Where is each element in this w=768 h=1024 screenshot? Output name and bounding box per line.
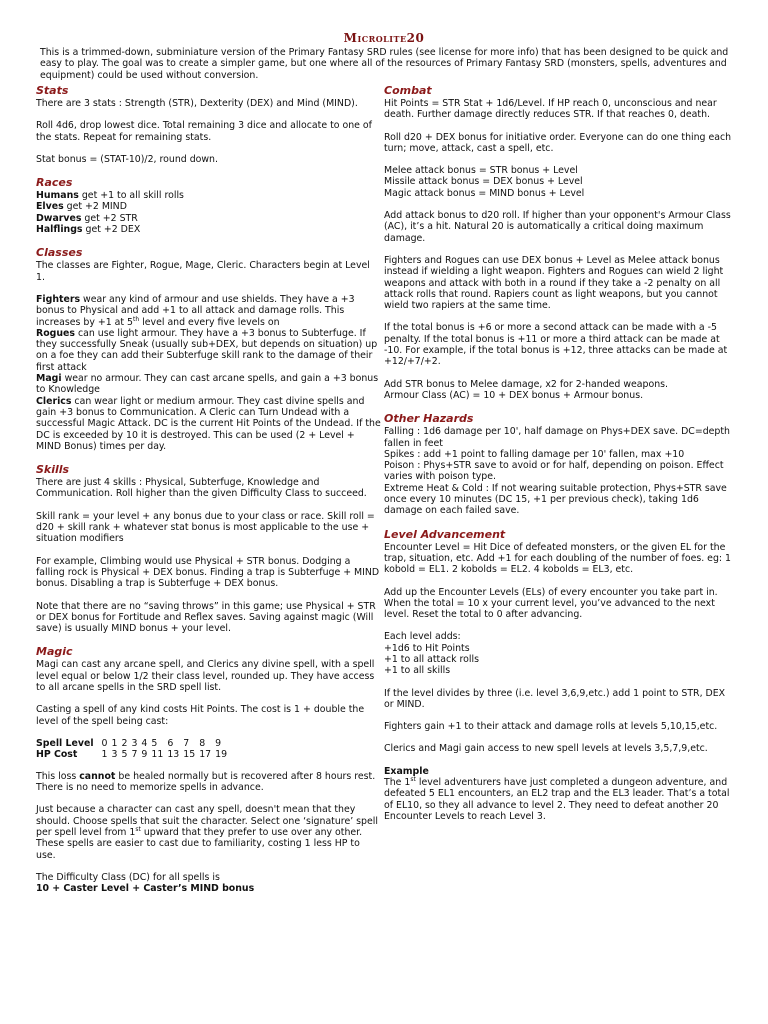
classes-p1: The classes are Fighter, Rogue, Mage, Cleric. Characters begin at Level 1. [36,260,370,283]
advancement-p3: If the level divides by three (i.e. level 3,6,9,etc.) add 1 point to STR, DEX or MIND. [384,687,726,710]
example-paragraph [384,777,736,822]
class-text: level and every five levels on [139,316,280,328]
text-run: The 1 [384,777,411,789]
hazard-poison: Poison : Phys+STR save to avoid or for half, depending on poison. Effect varies with poison type. [384,460,724,483]
race-text: get +2 MIND [63,201,127,213]
magic-p3 [36,771,381,794]
hazard-spikes: Spikes : add +1 point to falling damage per 10' fallen, max +10 [384,448,685,460]
race-name: Elves [36,201,64,213]
spell-level-row [36,738,231,749]
stats-p3: Stat bonus = (STAT-10)/2, round down. [36,153,218,165]
magic-dc-formula [36,883,381,894]
combat-heading: Combat [384,84,432,97]
advancement-adds-intro: Each level adds: [384,631,461,643]
text-run: level adventurers have just completed a dungeon adventure, and defeated 5 EL1 encounters, an EL2 trap and the EL3 leader. That’s a total of EL10, so they all advance to level 2. They need to defeat another 20 Encounter Levels to reach Level 3. [384,777,730,822]
class-text: wear no armour. They can cast arcane spells, and gain a +3 bonus to Knowledge [36,373,379,396]
skills-p3: For example, Climbing would use Physical + STR bonus. Dodging a falling rock is Physical + DEX bonus. Finding a trap is Subterfuge + MIND bonus. Disabling a trap is Subterfuge + DEX bonus. [36,555,380,590]
text-run: This loss [36,770,80,782]
text-run: Just because a character can cast any spell, doesn't mean that they should. Choose spells that suit the character. Select one ‘signature’ spell per spell level from 1 [36,804,378,839]
magic-p5: The Difficulty Class (DC) for all spells is [36,871,220,883]
table-cell: 6 [167,737,174,749]
table-cell: 7 [131,748,138,760]
text-run: be healed normally but is recovered after 8 hours rest. There is no need to memorize spells in advance. [36,770,376,794]
hazards-heading: Other Hazards [384,412,474,426]
combat-damage-line: Add STR bonus to Melee damage, x2 for 2-handed weapons. [384,378,669,390]
list-item: +1 to all attack rolls [384,653,480,665]
table-cell: 15 [183,748,196,760]
table-cell: 3 [111,748,118,760]
class-text: can wear light or medium armour. They cast divine spells and gain +3 bonus to Communication. A Cleric can Turn Undead with a successful Magic Attack. DC is the current Hit Points of the Undead. If the DC is exceeded by 10 it is destroyed. This can be used (2 + Level + MIND Bonus) times per day. [36,395,381,452]
table-cell: 1 [111,737,118,749]
class-name: Rogues [36,327,75,339]
advancement-p5: Clerics and Magi gain access to new spell levels at levels 3,5,7,9,etc. [384,743,708,755]
magic-p4 [36,804,381,860]
race-text: get +2 STR [81,212,138,224]
document-title: Microlite20 [343,31,425,45]
advancement-p2: Add up the Encounter Levels (ELs) of every encounter you take part in. When the total = 10 x your current level, you’ve advanced to the next level. Reset the total to 0 after advancing. [384,586,718,621]
table-cell: 5 [121,748,128,760]
table-cell: 9 [215,737,222,749]
table-cell: 8 [199,737,206,749]
class-rogues [36,328,381,373]
right-column [384,84,736,822]
skills-p1: There are just 4 skills : Physical, Subterfuge, Knowledge and Communication. Roll higher than the given Difficulty Class to succeed. [36,477,367,500]
example-label-text: Example [384,765,429,777]
table-cell: 17 [199,748,212,760]
table-cell: 2 [121,737,128,749]
race-name: Dwarves [36,212,82,224]
class-magi [36,373,381,396]
race-dwarves [36,213,381,224]
race-name: Humans [36,190,79,202]
advancement-p1: Encounter Level = Hit Dice of defeated monsters, or the given EL for the trap, situation, etc. Add +1 for each doubling of the number of foes. eg: 1 kobold = EL1. 2 kobolds = EL2. 4 kobolds = EL3, etc. [384,541,732,576]
advancement-p4: Fighters gain +1 to their attack and damage rolls at levels 5,10,15,etc. [384,721,718,733]
stats-p1: There are 3 stats : Strength (STR), Dexterity (DEX) and Mind (MIND). [36,98,358,109]
list-item: +1d6 to Hit Points [384,642,470,654]
class-fighters [36,294,381,328]
list-item: +1 to all skills [384,665,451,677]
superscript: th [133,315,140,323]
table-cell: 13 [167,748,180,760]
combat-melee-line: Melee attack bonus = STR bonus + Level [384,165,578,177]
hp-cost-row [36,749,231,760]
magic-p2: Casting a spell of any kind costs Hit Points. The cost is 1 + double the level of the spell being cast: [36,704,365,727]
table-cell: 5 [151,737,158,749]
stats-p2: Roll 4d6, drop lowest dice. Total remaining 3 dice and allocate to one of the stats. Repeat for remaining stats. [36,120,372,143]
table-cell: 19 [215,748,228,760]
races-heading: Races [36,176,73,190]
class-clerics [36,396,381,452]
skills-p2: Skill rank = your level + any bonus due to your class or race. Skill roll = d20 + skill rank + whatever stat bonus is most applicable to the use + situation modifiers [36,510,375,545]
combat-p6: If the total bonus is +6 or more a second attack can be made with a -5 penalty. If the total bonus is +11 or more a third attack can be made at -10. For example, if the total bonus is +12, three attacks can be made at +12/+7/+2. [384,322,728,368]
skills-p4: Note that there are no “saving throws” in this game; use Physical + STR or DEX bonus for Fortitude and Reflex saves. Saving against magic (Will save) is usually MIND bonus + your level. [36,600,376,635]
hazard-heat-cold: Extreme Heat & Cold : If not wearing suitable protection, Phys+STR save once every 10 minutes (DC 15, +1 per previous check), taking 1d6 damage on each failed save. [384,482,727,517]
superscript: st [135,825,141,833]
race-halflings [36,224,381,235]
class-name: Fighters [36,293,81,305]
combat-p2: Roll d20 + DEX bonus for initiative order. Everyone can do one thing each turn; move, attack, cast a spell, etc. [384,131,732,154]
intro-paragraph: This is a trimmed-down, subminiature version of the Primary Fantasy SRD rules (see license for more info) that has been designed to be quick and easy to play. The goal was to create a simpler game, but one where all of the resources of Primary Fantasy SRD (monsters, spells, adventures and equipment) could be used without conversion. [40,47,729,81]
stats-heading: Stats [36,84,69,97]
table-cell: 0 [101,737,108,749]
table-cell: 4 [141,737,148,749]
hazard-falling: Falling : 1d6 damage per 10', half damage on Phys+DEX save. DC=depth fallen in feet [384,426,730,449]
class-text: wear any kind of armour and use shields. They have a +3 bonus to Physical and add +1 to all attack and damage rolls. This increases by +1 at 5 [36,293,355,328]
table-cell: 7 [183,737,190,749]
spell-level-label: Spell Level [36,737,94,749]
table-cell: 11 [151,748,164,760]
combat-missile-line: Missile attack bonus = DEX bonus + Level [384,176,583,188]
emphasis: cannot [79,770,116,782]
race-name: Halflings [36,224,83,236]
class-name: Clerics [36,395,72,407]
combat-p4: Add attack bonus to d20 roll. If higher than your opponent's Armour Class (AC), it’s a hit. Natural 20 is automatically a critical doing maximum damage. [384,210,731,244]
table-cell: 1 [101,748,108,760]
text-run: upward that they prefer to use over any other. These spells are easier to cast due to familiarity, costing 1 less HP to use. [36,827,363,861]
race-text: get +1 to all skill rolls [78,190,184,202]
hp-cost-label: HP Cost [36,748,78,760]
skills-heading: Skills [36,463,70,477]
combat-ac-line: Armour Class (AC) = 10 + DEX bonus + Armour bonus. [384,389,644,401]
classes-heading: Classes [36,246,83,260]
class-text: can use light armour. They have a +3 bonus to Subterfuge. If they successfully Sneak (usually sub+DEX, but depends on situation) up on a foe they can add their Subterfuge skill rank to the damage of their first attack [36,327,378,373]
spell-cost-table [36,738,231,760]
superscript: st [410,775,416,783]
race-humans [36,190,381,201]
class-name: Magi [36,373,62,385]
magic-heading: Magic [36,645,73,659]
combat-p1: Hit Points = STR Stat + 1d6/Level. If HP reach 0, unconscious and near death. Further damage directly reduces STR. If that reaches 0, death. [384,98,717,121]
combat-p5: Fighters and Rogues can use DEX bonus + Level as Melee attack bonus instead if wielding a light weapon. Fighters and Rogues can wield 2 light weapons and attack with both in a round if they take a -2 penalty on all attack rolls that round. Rapiers count as light weapons, but you cannot wield two rapiers at the same time. [384,254,724,312]
table-cell: 9 [141,748,148,760]
advancement-heading: Level Advancement [384,527,506,541]
magic-p1: Magi can cast any arcane spell, and Clerics any divine spell, with a spell level equal or below 1/2 their class level, rounded up. They have access to all arcane spells in the SRD spell list. [36,659,375,693]
combat-magic-line: Magic attack bonus = MIND bonus + Level [384,187,585,199]
race-elves [36,201,381,212]
table-cell: 3 [131,737,138,749]
dc-formula: 10 + Caster Level + Caster’s MIND bonus [36,883,255,895]
example-label [384,766,736,777]
race-text: get +2 DEX [82,224,141,236]
left-column [36,84,381,895]
